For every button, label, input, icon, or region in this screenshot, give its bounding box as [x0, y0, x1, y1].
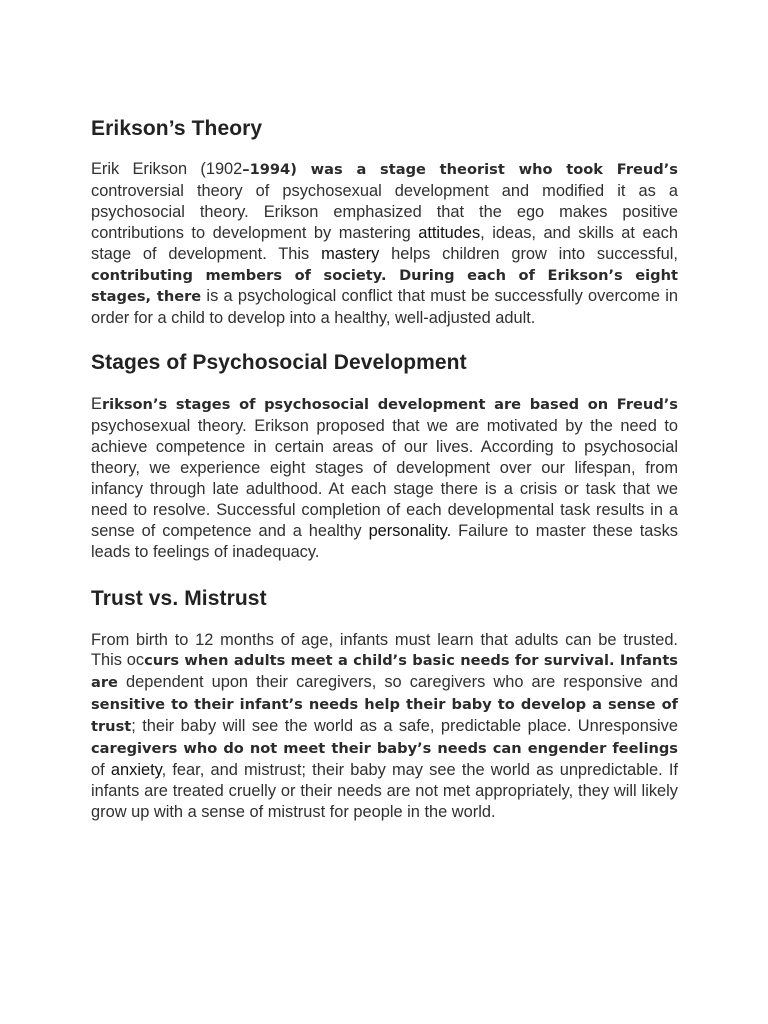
heading-stages-of-psychosocial-development: Stages of Psychosocial Development	[91, 351, 467, 375]
link-personality[interactable]: personality.	[368, 521, 452, 540]
text-run: is a psychological conflict that must be successfully overcome in order for a child to develop into a healthy, well-adjusted adult.	[91, 287, 678, 328]
heading-trust-vs-mistrust: Trust vs. Mistrust	[91, 586, 267, 610]
text-run: of	[91, 760, 111, 779]
text-run: helps children grow into successful,	[379, 244, 678, 263]
paragraph-trust-vs-mistrust	[91, 630, 678, 823]
text-run: From birth to 12 months of age, infants must learn that adults can be trusted. This oc	[91, 630, 678, 670]
text-run: Erik Erikson (1902	[91, 160, 243, 178]
text-run: curs when adults meet a child’s basic needs for survival. Infants are	[91, 652, 678, 692]
text-run: sensitive to their infant’s needs help their baby to develop a sense of trust	[91, 696, 678, 736]
text-run: rikson’s stages of psychosocial development are based on	[101, 396, 609, 414]
text-run: dependent upon their caregivers, so caregivers who are responsive and	[117, 673, 678, 692]
text-run: contributing members of society. During each of Erikson’s eight stages, there	[91, 266, 678, 306]
text-run: controversial theory of psychosexual development and modified it as a psychosocial theory. Erikson emphasized that the ego makes positive contributions to development by mastering	[91, 181, 678, 242]
text-run: –1994) was a stage theorist who took Freud’s	[242, 161, 678, 178]
heading-eriksons-theory: Erikson’s Theory	[91, 117, 263, 140]
text-run: ; their baby will see the world as a safe, predictable place. Unresponsive	[131, 717, 678, 736]
text-run: psychosexual theory. Erikson proposed that we are motivated by the need to achieve competence in certain areas of our lives. According to psychosocial theory, we experience eight stages of development over our lifespan, from infancy through late adulthood. At each stage there is a crisis or task that we need to resolve. Successful completion of each developmental task results in a sense of competence and a healthy	[91, 417, 678, 540]
link-anxiety[interactable]: anxiety	[110, 760, 162, 779]
paragraph-eriksons-theory	[91, 159, 678, 329]
link-mastery[interactable]: mastery	[321, 244, 380, 263]
text-run: E	[91, 395, 102, 414]
text-run: caregivers who do not meet their baby’s needs can engender feelings	[91, 740, 678, 758]
text-run: Failure to master these tasks leads to feelings of inadequacy.	[91, 521, 679, 561]
document-content	[91, 117, 678, 823]
link-attitudes[interactable]: attitudes	[418, 223, 481, 242]
text-run: , fear, and mistrust; their baby may see the world as unpredictable. If infants are treated cruelly or their needs are not met appropriately, they will likely grow up with a sense of mistrust for people in the world.	[91, 760, 678, 821]
link-freuds[interactable]: Freud’s	[608, 396, 678, 414]
paragraph-stages	[91, 394, 678, 562]
text-run: , ideas, and skills at each stage of development. This	[91, 223, 678, 263]
